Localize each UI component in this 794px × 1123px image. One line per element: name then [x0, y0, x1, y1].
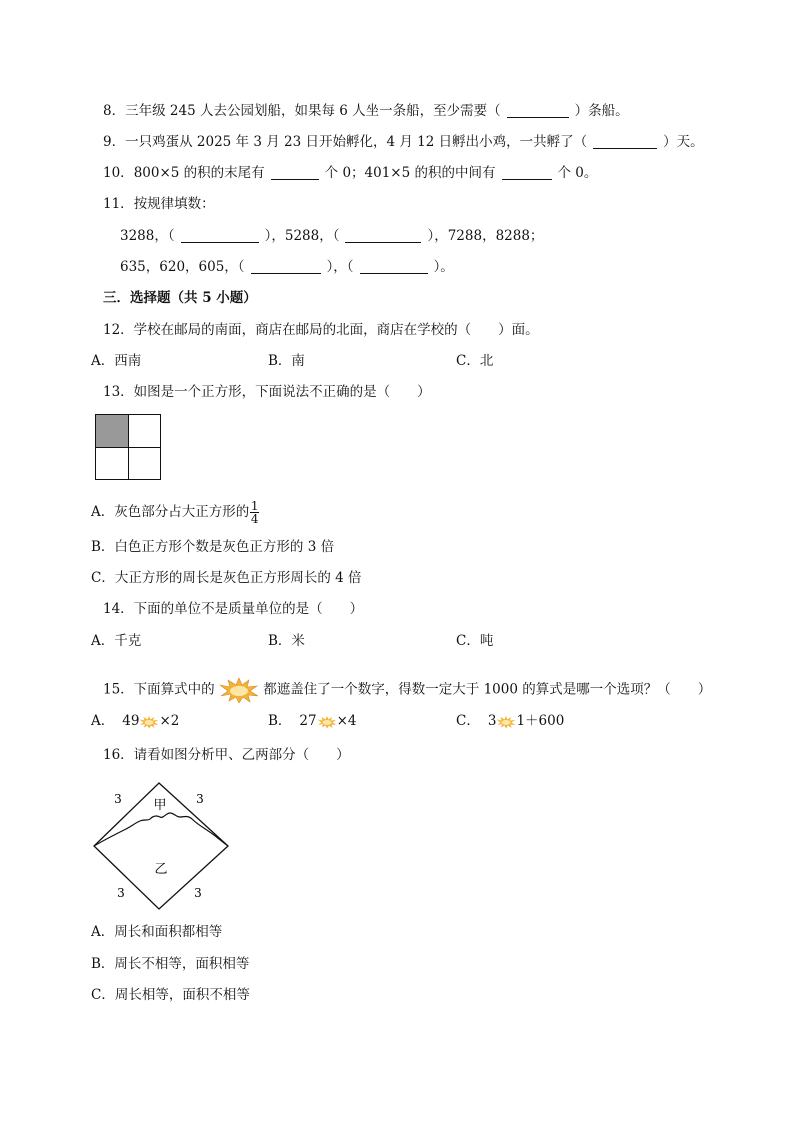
q8-number: 8．: [103, 103, 126, 119]
q12-option-b[interactable]: B．南: [268, 353, 305, 369]
sun-burst-icon: [219, 677, 259, 703]
q11-row1-b: ），5288，（: [264, 228, 340, 244]
fraction-denominator: 4: [250, 512, 259, 526]
q13-option-b[interactable]: B．白色正方形个数是灰色正方形的 3 倍: [91, 539, 335, 555]
q15-option-a[interactable]: [91, 712, 179, 730]
side-label-top-left: 3: [114, 792, 122, 806]
q12-option-a[interactable]: A．西南: [91, 353, 142, 369]
question-14: 14．下面的单位不是质量单位的是（ ）: [103, 601, 364, 617]
question-9: [103, 133, 704, 151]
diamond-figure: [88, 775, 238, 915]
side-label-top-right: 3: [196, 792, 204, 806]
dividing-curve: [94, 813, 228, 846]
white-square: [128, 447, 161, 480]
q15-stem-start: 15．下面算式中的: [103, 681, 215, 698]
fraction-numerator: 1: [250, 499, 259, 513]
q11-row-1: [120, 227, 543, 245]
q11-row1-a: 3288，（: [120, 228, 175, 244]
q16-option-b[interactable]: B．周长不相等，面积相等: [91, 956, 250, 972]
q10-text-c: 个 0。: [557, 165, 598, 181]
q11-blank-4[interactable]: [360, 259, 428, 274]
q10-text-a: 800×5 的积的末尾有: [133, 165, 265, 181]
side-label-bottom-right: 3: [194, 886, 202, 900]
q10-number: 10．: [103, 165, 134, 181]
square-figure: [95, 414, 161, 480]
q15-option-c[interactable]: [456, 712, 564, 730]
q9-answer-blank[interactable]: [593, 134, 657, 149]
q11-row1-c: ），7288，8288；: [427, 228, 544, 244]
gray-square: [96, 415, 129, 448]
q15-stem-end: 都遮盖住了一个数字，得数一定大于 1000 的算式是哪一个选项？（ ）: [263, 681, 712, 698]
q15-option-c-rest: 1＋600: [516, 713, 565, 729]
q15-option-c-label: C．: [456, 713, 480, 729]
sun-burst-icon: [139, 715, 159, 729]
q11-blank-3[interactable]: [251, 259, 321, 274]
question-11: [103, 195, 215, 213]
question-8: [103, 102, 629, 120]
label-jia: 甲: [153, 798, 167, 813]
q15-option-a-label: A．: [91, 713, 115, 729]
q9-text: 一只鸡蛋从 2025 年 3 月 23 日开始孵化，4 月 12 日孵出小鸡，一共孵了（: [125, 134, 588, 150]
question-15: [103, 677, 711, 703]
question-13: 13．如图是一个正方形，下面说法不正确的是（ ）: [103, 384, 431, 400]
q9-text-end: ）天。: [663, 134, 704, 150]
q13-option-a-text: A．灰色部分占大正方形的: [91, 504, 250, 520]
q15-option-a-rest: ×2: [159, 713, 180, 729]
q13-option-a[interactable]: [91, 500, 259, 525]
q14-option-a[interactable]: A．千克: [91, 633, 142, 649]
white-square: [128, 415, 161, 448]
q11-row-2: [120, 258, 454, 276]
q8-text-end: ）条船。: [574, 103, 629, 119]
question-10: [103, 164, 597, 182]
sun-burst-icon: [317, 715, 337, 729]
question-12: 12．学校在邮局的南面，商店在邮局的北面，商店在学校的（ ）面。: [103, 322, 539, 338]
q16-option-a[interactable]: A．周长和面积都相等: [91, 924, 223, 940]
q14-option-c[interactable]: C．吨: [456, 633, 494, 649]
q15-option-c-digits: 3: [487, 713, 497, 729]
sun-burst-icon: [496, 715, 516, 729]
label-yi: 乙: [154, 862, 168, 877]
q11-blank-2[interactable]: [345, 228, 421, 243]
q15-option-b-label: B．: [268, 713, 292, 729]
q11-blank-1[interactable]: [181, 228, 259, 243]
q10-text-b: 个 0；401×5 的积的中间有: [324, 165, 496, 181]
q16-option-c[interactable]: C．周长相等，面积不相等: [91, 987, 250, 1003]
q8-answer-blank[interactable]: [507, 103, 569, 118]
side-label-bottom-left: 3: [117, 886, 125, 900]
q13-option-c[interactable]: C．大正方形的周长是灰色正方形周长的 4 倍: [91, 570, 362, 586]
q8-text: 三年级 245 人去公园划船，如果每 6 人坐一条船，至少需要（: [125, 103, 501, 119]
q15-option-b-digits: 27: [299, 713, 317, 729]
white-square: [96, 447, 129, 480]
q11-row2-b: ），（: [326, 259, 354, 275]
q15-option-b[interactable]: [268, 712, 357, 730]
q11-number: 11．: [103, 196, 134, 212]
question-16: 16．请看如图分析甲、乙两部分（ ）: [103, 747, 350, 763]
q10-answer-blank-2[interactable]: [502, 165, 552, 180]
q11-row2-c: ）。: [433, 259, 454, 275]
section-3-heading: 三．选择题（共 5 小题）: [103, 290, 257, 306]
q12-option-c[interactable]: C．北: [456, 353, 494, 369]
q10-answer-blank-1[interactable]: [271, 165, 319, 180]
q14-option-b[interactable]: B．米: [268, 633, 305, 649]
q11-row2-a: 635，620，605，（: [120, 259, 245, 275]
q15-option-a-digits: 49: [122, 713, 140, 729]
q15-option-b-rest: ×4: [336, 713, 357, 729]
q9-number: 9．: [103, 134, 126, 150]
fraction-one-quarter: [250, 500, 259, 525]
q11-stem: 按规律填数：: [133, 196, 215, 212]
